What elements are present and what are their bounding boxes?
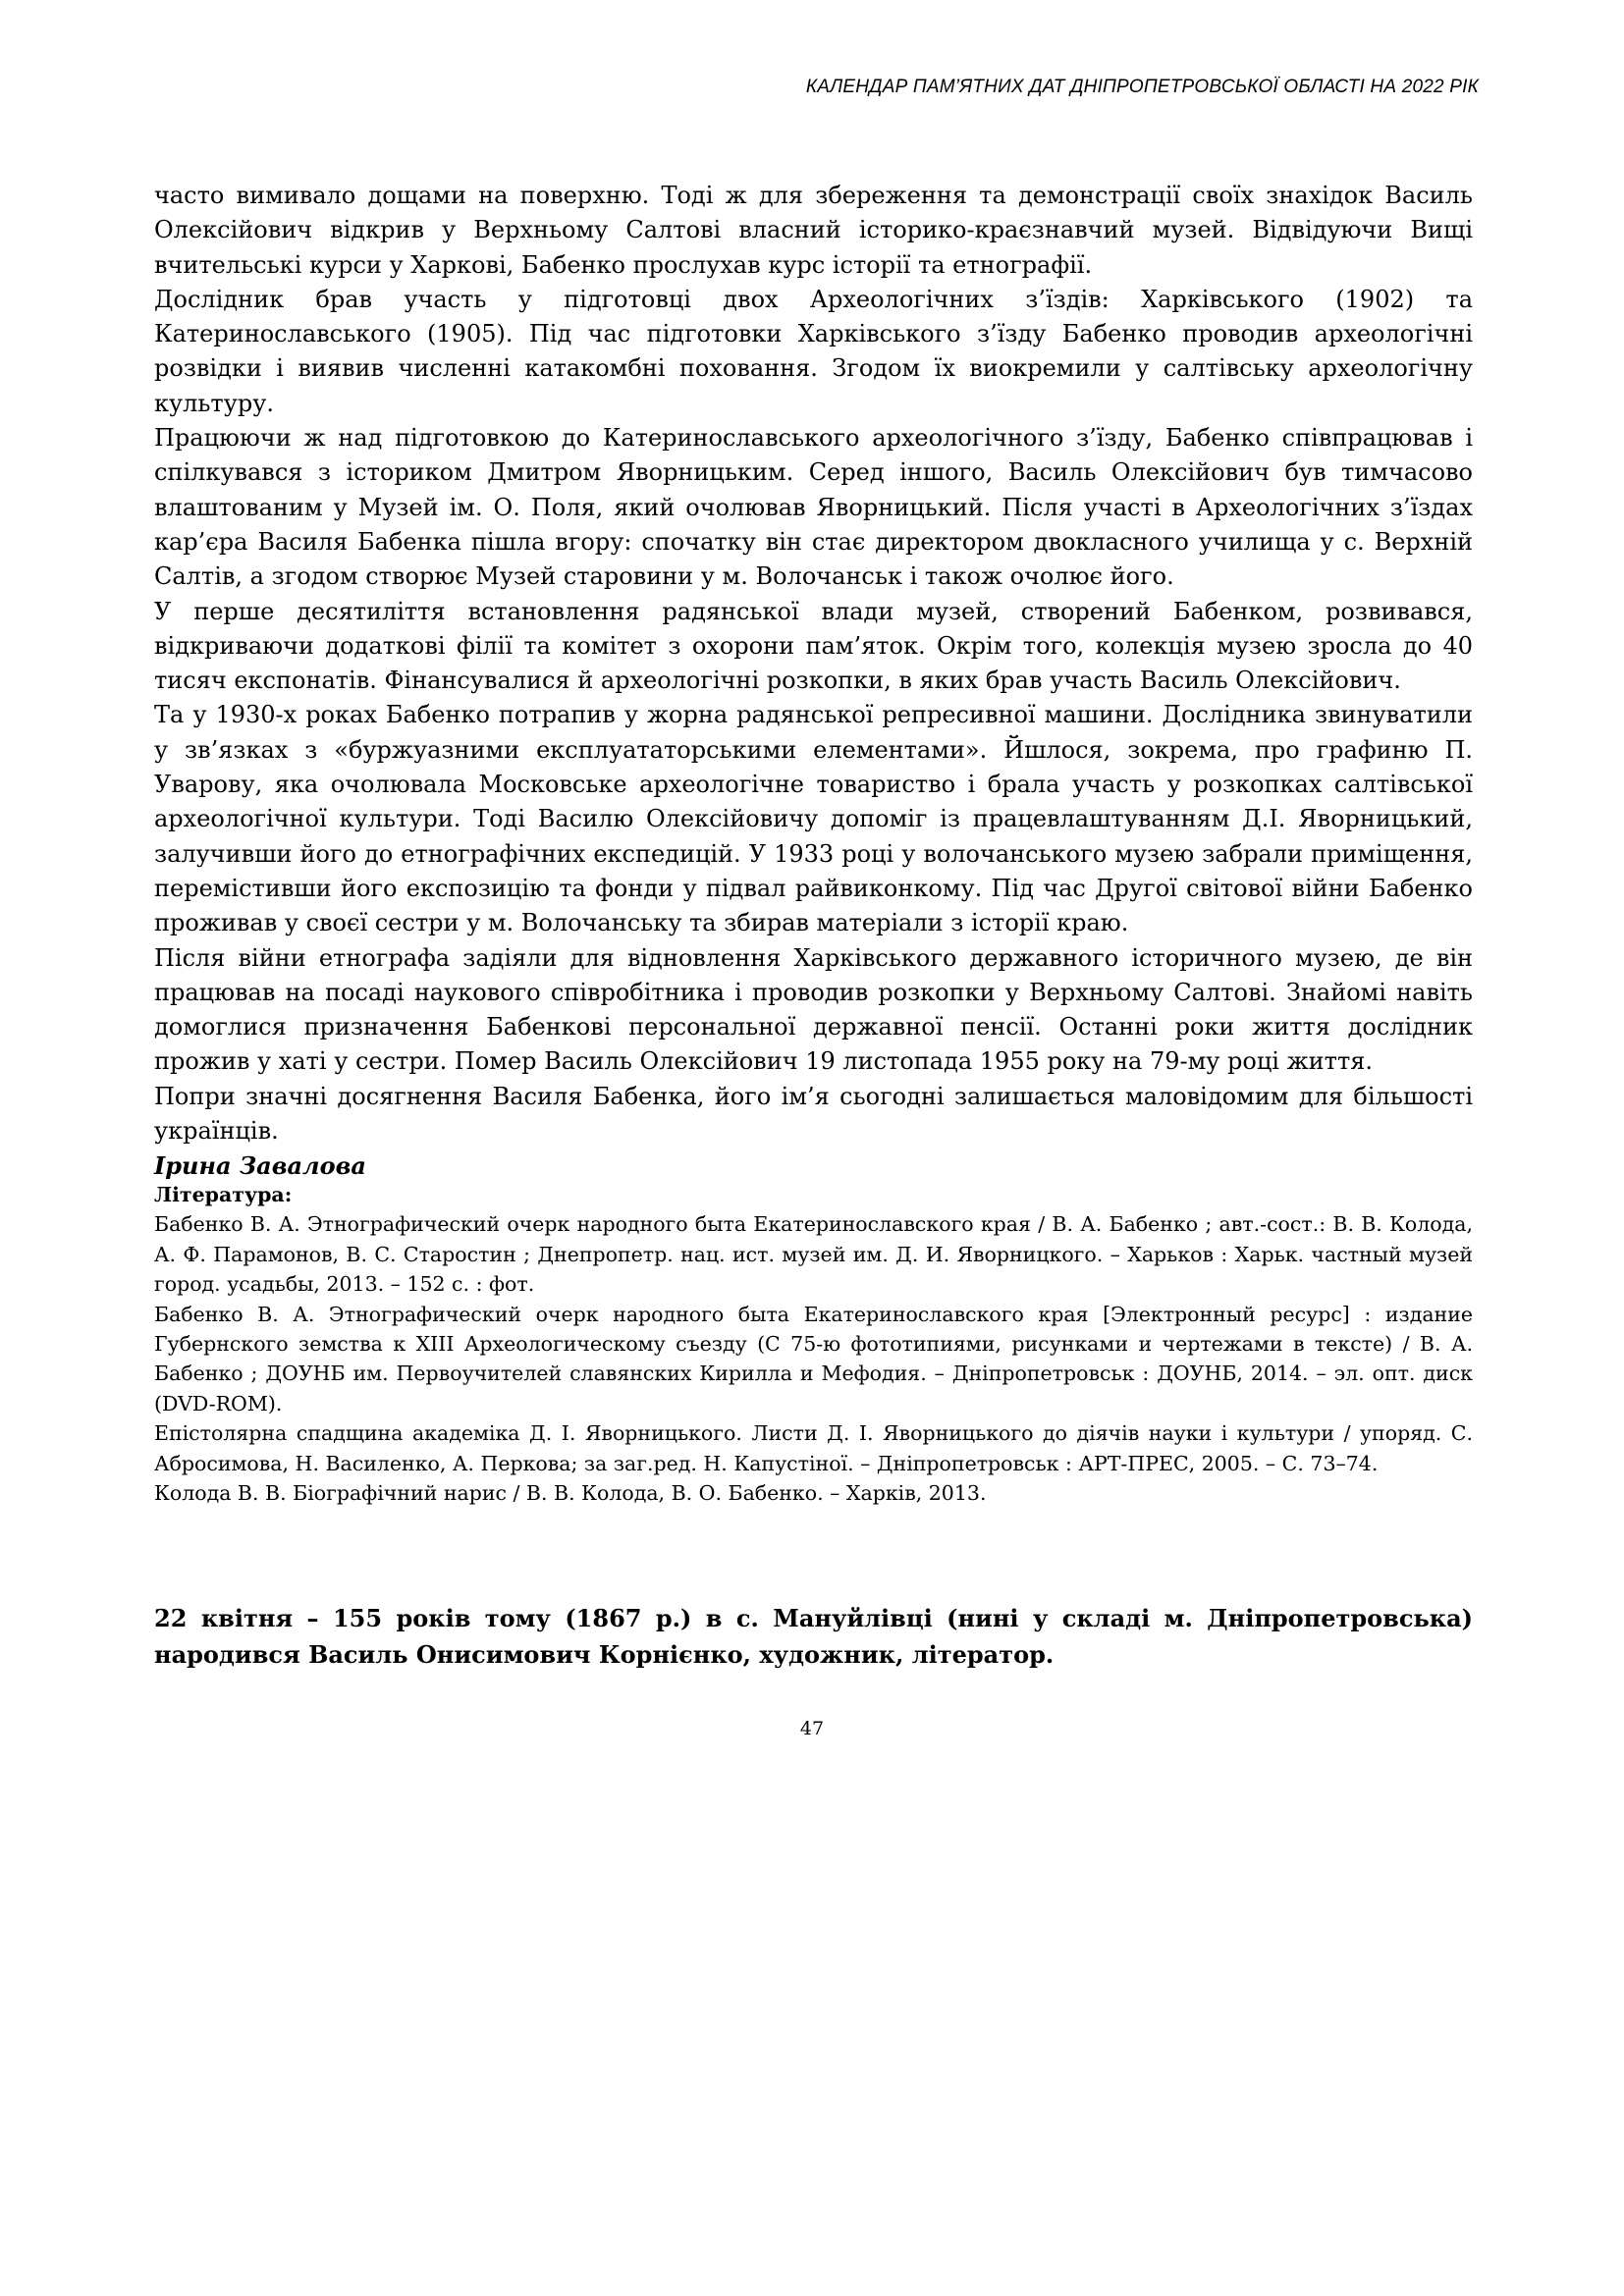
literature-entry: Бабенко В. А. Этнографический очерк народного быта Екатеринославского края / В. А. Бабенко ; авт.-сост.: В. В. Колода, А. Ф. Парамонов, В. С. Старостин ; Днепропетр. нац. ист. музей им. Д. И. Яворницкого. – Харьков : Харьк. частный музей город. усадьбы, 2013. – 152 с. : фот. bbox=[154, 1212, 1473, 1297]
literature-heading: Література: bbox=[154, 1183, 293, 1206]
article-paragraph: часто вимивало дощами на поверхню. Тоді ж для збереження та демонстрації своїх знахідок Василь Олексійович відкрив у Верхньому Салтові власний історико-краєзнавчий музей. Відвідуючи Вищі вчительські курси у Харкові, Бабенко прослухав курс історії та етнографії. bbox=[154, 182, 1473, 279]
article-body bbox=[154, 179, 1473, 1184]
article-paragraph: Після війни етнографа задіяли для відновлення Харківського державного історичного музею, де він працював на посаді наукового співробітника і проводив розкопки у Верхньому Салтові. Знайомі навіть домоглися призначення Бабенкові персональної державної пенсії. Останні роки життя дослідник прожив у хаті у сестри. Помер Василь Олексійович 19 листопада 1955 року на 79-му році життя. bbox=[154, 943, 1473, 1076]
article-paragraph: Дослідник брав участь у підготовці двох Археологічних з’їздів: Харківського (1902) та Катеринославського (1905). Під час підготовки Харківського з’їзду Бабенко проводив археологічні розвідки і виявив численні катакомбні поховання. Згодом їх виокремили у салтівську археологічну культуру. bbox=[154, 285, 1473, 417]
running-header: КАЛЕНДАР ПАМ’ЯТНИХ ДАТ ДНІПРОПЕТРОВСЬКОЇ ОБЛАСТІ НА 2022 РІК bbox=[805, 77, 1479, 97]
literature-entry: Епістолярна спадщина академіка Д. І. Яворницького. Листи Д. І. Яворницького до діячів науки і культури / упоряд. С. Абросимова, Н. Василенко, А. Перкова; за заг.ред. Н. Капустіної. – Дніпропетровськ : АРТ-ПРЕС, 2005. – С. 73–74. bbox=[154, 1421, 1473, 1475]
article-paragraph: Та у 1930-х роках Бабенко потрапив у жорна радянської репресивної машини. Дослідника звинуватили у зв’язках з «буржуазними експлуататорськими елементами». Йшлося, зокрема, про графиню П. Уварову, яка очолювала Московське археологічне товариство і брала участь у розкопках салтівської археологічної культури. Тоді Василю Олексійовичу допоміг із працевлаштуванням Д.І. Яворницький, залучивши його до етнографічних експедицій. У 1933 році у волочанського музею забрали приміщення, перемістивши його експозицію та фонди у підвал райвиконкому. Під час Другої світової війни Бабенко проживав у своєї сестри у м. Волочанську та збирав матеріали з історії краю. bbox=[154, 701, 1473, 937]
article-paragraph: Попри значні досягнення Василя Бабенка, його ім’я сьогодні залишається маловідомим для більшості українців. bbox=[154, 1082, 1473, 1146]
page-number: 47 bbox=[799, 1718, 825, 1739]
article-paragraph: У перше десятиліття встановлення радянської влади музей, створений Бабенком, розвивався, відкриваючи додаткові філії та комітет з охорони пам’яток. Окрім того, колекція музею зросла до 40 тисяч експонатів. Фінансувалися й археологічні розкопки, в яких брав участь Василь Олексійович. bbox=[154, 597, 1473, 695]
article-paragraph: Працюючи ж над підготовкою до Катеринославського археологічного з’їзду, Бабенко співпрацював і спілкувався з істориком Дмитром Яворницьким. Серед іншого, Василь Олексійович був тимчасово влаштованим у Музей ім. О. Поля, який очолював Яворницький. Після участі в Археологічних з’їздах кар’єра Василя Бабенка пішла вгору: спочатку він стає директором двокласного училища у с. Верхній Салтів, а згодом створює Музей старовини у м. Волочанськ і також очолює його. bbox=[154, 424, 1473, 591]
literature-entry: Бабенко В. А. Этнографический очерк народного быта Екатеринославского края [Электронный ресурс] : издание Губернского земства к ХІІІ Археологическому съезду (С 75-ю фототипиями, рисунками и чертежами в тексте) / В. А. Бабенко ; ДОУНБ им. Первоучителей славянских Кирилла и Мефодия. – Дніпропетровськ : ДОУНБ, 2014. – эл. опт. диск (DVD-ROM). bbox=[154, 1302, 1473, 1415]
article-author: Ірина Завалова bbox=[154, 1151, 366, 1181]
literature-section bbox=[154, 1180, 1473, 1508]
literature-entry: Колода В. В. Біографічний нарис / В. В. Колода, В. О. Бабенко. – Харків, 2013. bbox=[154, 1481, 987, 1506]
anniversary-heading: 22 квітня – 155 років тому (1867 р.) в с. Мануйлівці (нині у складі м. Дніпропетровська) народився Василь Онисимович Корнієнко, художник, літератор. bbox=[154, 1604, 1473, 1669]
